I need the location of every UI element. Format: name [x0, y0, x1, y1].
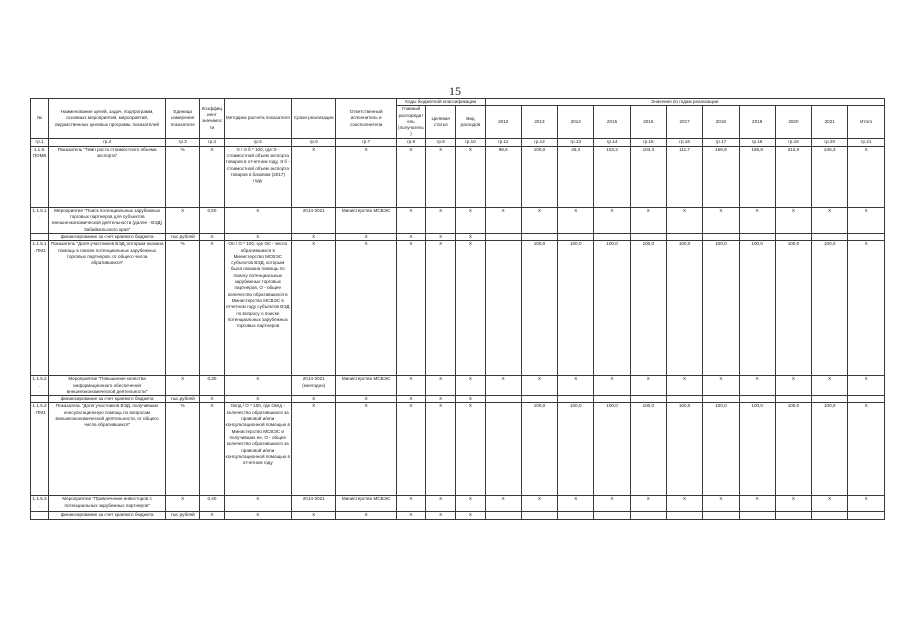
- row-year-value: Х: [739, 496, 775, 512]
- row-name: финансирование за счет краевого бюджета: [49, 512, 166, 519]
- row-year-value: 100,0: [594, 241, 630, 376]
- row-year-value: [485, 233, 521, 240]
- row-year-value: Х: [775, 376, 811, 396]
- row-target-article: Х: [426, 376, 456, 396]
- row-target-article: Х: [426, 496, 456, 512]
- row-year-value: [594, 396, 630, 403]
- row-term: Х: [292, 233, 336, 240]
- row-coefficient: Х: [200, 512, 224, 519]
- row-method: Х: [224, 396, 292, 403]
- col-number: гр.15: [630, 138, 666, 146]
- row-grbs: Х: [396, 207, 425, 233]
- row-method: Оп / О * 100, где Оп - число обратившихся в Министерство МСВЭС субъектов ВЭД, которым была оказана помощь по поиску потенциальных зарубежных торговых партнеров, О - общее количество обратившихся в Министерство МСВЭС в отчетном году субъектов ВЭД по вопросу о поиске потенциальных зарубежных торговых партнеров: [224, 241, 292, 376]
- row-target-article: Х: [426, 207, 456, 233]
- row-year-value: 100,0: [521, 403, 557, 496]
- header-year: 2015: [594, 106, 630, 138]
- row-year-value: [739, 396, 775, 403]
- col-number: гр.13: [558, 138, 594, 146]
- header-method: Методика расчета показателя: [224, 99, 292, 139]
- row-year-value: 100,0: [775, 403, 811, 496]
- row-unit: Х: [166, 207, 200, 233]
- row-year-value: [666, 512, 702, 519]
- row-term: 2014-2021: [292, 207, 336, 233]
- row-responsible: Министерство МСВЭС: [336, 496, 396, 512]
- row-year-value: [775, 233, 811, 240]
- table-row: [31, 233, 885, 240]
- row-coefficient: Х: [200, 241, 224, 376]
- header-year: 2012: [485, 106, 521, 138]
- col-number: гр.6: [292, 138, 336, 146]
- row-expense-type: Х: [456, 496, 485, 512]
- row-term: Х: [292, 512, 336, 519]
- row-year-value: Х: [630, 496, 666, 512]
- row-year-value: [485, 403, 521, 496]
- row-number: 1.1.5.1.: [31, 207, 49, 233]
- row-year-value: Х: [812, 376, 848, 396]
- header-year: 2013: [521, 106, 557, 138]
- row-expense-type: Х: [456, 233, 485, 240]
- program-indicators-table: [30, 98, 885, 520]
- row-year-value: Х: [812, 207, 848, 233]
- row-year-value: Х: [666, 496, 702, 512]
- header-responsible: Ответственный исполнитель и соисполнители: [336, 99, 396, 139]
- row-grbs: Х: [396, 146, 425, 207]
- header-target-article: Целевая статья: [426, 106, 456, 138]
- row-target-article: Х: [426, 241, 456, 376]
- col-number: гр.21: [848, 138, 885, 146]
- row-year-value: [703, 396, 739, 403]
- row-year-value: [558, 396, 594, 403]
- row-expense-type: Х: [456, 403, 485, 496]
- row-year-value: Х: [775, 207, 811, 233]
- row-expense-type: Х: [456, 146, 485, 207]
- table-row: [31, 396, 885, 403]
- page-number: 15: [449, 84, 461, 98]
- row-year-value: Х: [812, 496, 848, 512]
- row-year-value: 100,0: [630, 241, 666, 376]
- row-method: Э / Э б * 100, где Э - стоимостной объем экспорта товаров в отчетном году, Э б - стоимостной объем экспорта товаров в базовом (2017) году: [224, 146, 292, 207]
- row-number: [31, 396, 49, 403]
- row-year-value: 213,9: [775, 146, 811, 207]
- table-row: [31, 146, 885, 207]
- row-year-value: [521, 233, 557, 240]
- row-year-value: 100,0: [739, 403, 775, 496]
- row-year-value: [703, 233, 739, 240]
- row-term: Х: [292, 403, 336, 496]
- row-year-value: Х: [703, 376, 739, 396]
- row-year-value: Х: [775, 496, 811, 512]
- row-name: Мероприятие "Повышение качества информационного обеспечения внешнеэкономической деятельности": [49, 376, 166, 396]
- row-year-value: 100,0: [703, 241, 739, 376]
- row-year-value: 100,0: [630, 403, 666, 496]
- row-name: финансирование за счет краевого бюджета: [49, 396, 166, 403]
- header-year: 2021: [812, 106, 848, 138]
- row-year-value: 246,3: [812, 146, 848, 207]
- row-target-article: Х: [426, 233, 456, 240]
- row-year-value: Х: [739, 376, 775, 396]
- row-year-value: 103,3: [630, 146, 666, 207]
- row-grbs: Х: [396, 403, 425, 496]
- col-number: гр.16: [666, 138, 702, 146]
- row-method: Х: [224, 376, 292, 396]
- col-number: гр.3: [166, 138, 200, 146]
- table-row: [31, 512, 885, 519]
- row-expense-type: Х: [456, 207, 485, 233]
- row-year-value: [739, 512, 775, 519]
- row-year-value: Х: [521, 496, 557, 512]
- row-total: Х: [848, 146, 885, 207]
- row-name: Мероприятие "Привлечение инвесторов с потенциальных зарубежных партнеров": [49, 496, 166, 512]
- row-grbs: Х: [396, 376, 425, 396]
- row-year-value: [666, 233, 702, 240]
- row-year-value: Х: [630, 376, 666, 396]
- row-grbs: Х: [396, 233, 425, 240]
- row-responsible: Х: [336, 146, 396, 207]
- row-term: Х: [292, 241, 336, 376]
- header-term: Сроки реализации: [292, 99, 336, 139]
- row-year-value: Х: [594, 207, 630, 233]
- row-year-value: 111,7: [666, 146, 702, 207]
- col-number: гр.12: [521, 138, 557, 146]
- row-year-value: [594, 233, 630, 240]
- col-number: гр.2: [49, 138, 166, 146]
- row-coefficient: 0,50: [200, 207, 224, 233]
- header-grbs: Главный распорядитель (получатель): [398, 106, 424, 137]
- col-number: гр.19: [775, 138, 811, 146]
- row-name: финансирование за счет краевого бюджета: [49, 233, 166, 240]
- row-responsible: Министерство МСВЭС: [336, 207, 396, 233]
- row-method: Х: [224, 512, 292, 519]
- row-name: Показатель "Доля участников ВЭД, получивших консультационную помощь по вопросам внешнеэкономической деятельности, от общего числа обратившихся": [49, 403, 166, 496]
- header-coef: Коэффициент значимости: [200, 99, 224, 139]
- row-year-value: [630, 396, 666, 403]
- row-grbs: Х: [396, 512, 425, 519]
- row-year-value: 100,0: [558, 241, 594, 376]
- col-number: гр.9: [426, 138, 456, 146]
- col-number: гр.8: [396, 138, 425, 146]
- col-number: гр.11: [485, 138, 521, 146]
- row-total: Х: [848, 376, 885, 396]
- header-year: 2018: [703, 106, 739, 138]
- row-year-value: 156,8: [703, 146, 739, 207]
- row-responsible: Х: [336, 233, 396, 240]
- row-responsible: Х: [336, 396, 396, 403]
- row-coefficient: 0,30: [200, 376, 224, 396]
- row-coefficient: Х: [200, 403, 224, 496]
- row-year-value: 100,0: [775, 241, 811, 376]
- row-year-value: [521, 512, 557, 519]
- row-method: Окпд / О * 100, где Окпд - количество обратившихся за правовой и/или консультационной помощью в Министерство МСВЭС и получивших ее, О - общее количество обратившихся за правовой и/или консультационной помощью в отчетном году: [224, 403, 292, 496]
- row-year-value: Х: [630, 207, 666, 233]
- row-term: Х: [292, 396, 336, 403]
- row-year-value: [775, 512, 811, 519]
- row-year-value: Х: [521, 376, 557, 396]
- row-number: 1.1.5.3.: [31, 496, 49, 512]
- row-year-value: Х: [558, 376, 594, 396]
- row-total: Х: [848, 403, 885, 496]
- row-name: Показатель "Доля участников ВЭД, которым оказана помощь в поиске потенциальных зарубежных торговых партнеров, от общего числа обратившихся": [49, 241, 166, 376]
- row-year-value: Х: [666, 207, 702, 233]
- row-coefficient: Х: [200, 396, 224, 403]
- row-year-value: [630, 512, 666, 519]
- row-name: Мероприятие "Поиск потенциальных зарубежных торговых партнеров для субъектов внешнеэкономической деятельности (далее - ВЭД) Забайкальского края": [49, 207, 166, 233]
- row-name: Показатель "Темп роста стоимостного объема экспорта": [49, 146, 166, 207]
- col-number: гр.10: [456, 138, 485, 146]
- row-year-value: Х: [485, 207, 521, 233]
- col-number: гр.20: [812, 138, 848, 146]
- header-budget-codes: Коды бюджетной классификации: [396, 99, 485, 106]
- row-target-article: Х: [426, 403, 456, 496]
- row-coefficient: Х: [200, 233, 224, 240]
- table-row: [31, 207, 885, 233]
- row-year-value: Х: [666, 376, 702, 396]
- col-number: гр.18: [739, 138, 775, 146]
- row-grbs: Х: [396, 241, 425, 376]
- row-year-value: [594, 512, 630, 519]
- row-year-value: [558, 512, 594, 519]
- row-responsible: Министерство МСВЭС: [336, 376, 396, 396]
- row-year-value: Х: [703, 496, 739, 512]
- row-year-value: 100,0: [558, 403, 594, 496]
- row-number: [31, 233, 49, 240]
- row-year-value: Х: [739, 207, 775, 233]
- row-year-value: Х: [594, 496, 630, 512]
- row-number: 1.1.5.2. ПМ1: [31, 403, 49, 496]
- row-term: Х: [292, 146, 336, 207]
- row-responsible: Х: [336, 241, 396, 376]
- row-total: Х: [848, 207, 885, 233]
- header-year: 2017: [666, 106, 702, 138]
- header-year: 2016: [630, 106, 666, 138]
- row-total: [848, 233, 885, 240]
- row-year-value: [485, 241, 521, 376]
- table-row: [31, 496, 885, 512]
- row-year-value: 100,0: [812, 403, 848, 496]
- row-expense-type: Х: [456, 241, 485, 376]
- row-grbs: Х: [396, 396, 425, 403]
- row-year-value: Х: [594, 376, 630, 396]
- row-year-value: [703, 512, 739, 519]
- header-values-by-year: Значения по годам реализации: [485, 99, 884, 106]
- row-expense-type: Х: [456, 512, 485, 519]
- row-unit: %: [166, 241, 200, 376]
- row-unit: Х: [166, 376, 200, 396]
- row-expense-type: Х: [456, 376, 485, 396]
- row-grbs: Х: [396, 496, 425, 512]
- row-total: [848, 396, 885, 403]
- row-year-value: [521, 396, 557, 403]
- header-name: Наименование целей, задач, подпрограмм, основных мероприятий, мероприятий, ведомственных целевых программ, показателей: [49, 99, 166, 139]
- row-year-value: [630, 233, 666, 240]
- header-no: №: [31, 99, 49, 139]
- header-year: 2014: [558, 106, 594, 138]
- row-year-value: Х: [521, 207, 557, 233]
- row-target-article: Х: [426, 512, 456, 519]
- row-total: Х: [848, 496, 885, 512]
- row-responsible: Х: [336, 403, 396, 496]
- header-year: 2020: [775, 106, 811, 138]
- row-year-value: 185,8: [739, 146, 775, 207]
- row-term: 2014-2021 (ежегодно): [292, 376, 336, 396]
- col-number: гр.1: [31, 138, 49, 146]
- row-number: 1.1.5.1. ПМ1: [31, 241, 49, 376]
- row-year-value: [666, 396, 702, 403]
- row-year-value: [739, 233, 775, 240]
- row-unit: Х: [166, 496, 200, 512]
- table-row: [31, 376, 885, 396]
- row-year-value: [812, 396, 848, 403]
- row-coefficient: 0,40: [200, 496, 224, 512]
- row-year-value: 100,0: [521, 241, 557, 376]
- row-unit: %: [166, 403, 200, 496]
- header-expense-type: Вид расходов: [456, 106, 485, 138]
- row-year-value: [558, 233, 594, 240]
- row-year-value: [485, 396, 521, 403]
- row-term: 2014-2021: [292, 496, 336, 512]
- row-unit: %: [166, 146, 200, 207]
- row-year-value: 100,0: [521, 146, 557, 207]
- row-year-value: [485, 512, 521, 519]
- row-expense-type: Х: [456, 396, 485, 403]
- row-year-value: 45,3: [558, 146, 594, 207]
- row-year-value: 100,0: [739, 241, 775, 376]
- row-method: Х: [224, 207, 292, 233]
- header-total: Итого: [848, 106, 885, 138]
- row-year-value: 100,0: [812, 241, 848, 376]
- header-unit: Единица измерения показателя: [166, 99, 200, 139]
- row-year-value: 98,6: [485, 146, 521, 207]
- row-year-value: [812, 512, 848, 519]
- row-total: Х: [848, 241, 885, 376]
- col-number: гр.4: [200, 138, 224, 146]
- row-method: Х: [224, 496, 292, 512]
- row-year-value: Х: [485, 496, 521, 512]
- row-unit: тыс.рублей: [166, 512, 200, 519]
- row-unit: тыс.рублей: [166, 233, 200, 240]
- row-year-value: Х: [703, 207, 739, 233]
- row-unit: тыс.рублей: [166, 396, 200, 403]
- row-target-article: Х: [426, 396, 456, 403]
- col-number: гр.7: [336, 138, 396, 146]
- row-year-value: 100,0: [703, 403, 739, 496]
- column-number-row: [31, 138, 885, 146]
- table-row: [31, 241, 885, 376]
- col-number: гр.5: [224, 138, 292, 146]
- row-method: Х: [224, 233, 292, 240]
- row-year-value: Х: [558, 207, 594, 233]
- header-year: 2019: [739, 106, 775, 138]
- col-number: гр.14: [594, 138, 630, 146]
- row-year-value: 103,3: [594, 146, 630, 207]
- row-year-value: [775, 396, 811, 403]
- row-number: 1.1.5.2.: [31, 376, 49, 396]
- row-year-value: Х: [485, 376, 521, 396]
- row-year-value: 100,0: [666, 403, 702, 496]
- col-number: гр.17: [703, 138, 739, 146]
- row-coefficient: Х: [200, 146, 224, 207]
- row-target-article: Х: [426, 146, 456, 207]
- row-year-value: 100,0: [594, 403, 630, 496]
- row-year-value: [812, 233, 848, 240]
- row-number: 1.1.5. ПОМБ: [31, 146, 49, 207]
- row-number: [31, 512, 49, 519]
- row-year-value: Х: [558, 496, 594, 512]
- row-year-value: 100,0: [666, 241, 702, 376]
- table-row: [31, 403, 885, 496]
- row-total: [848, 512, 885, 519]
- row-responsible: Х: [336, 512, 396, 519]
